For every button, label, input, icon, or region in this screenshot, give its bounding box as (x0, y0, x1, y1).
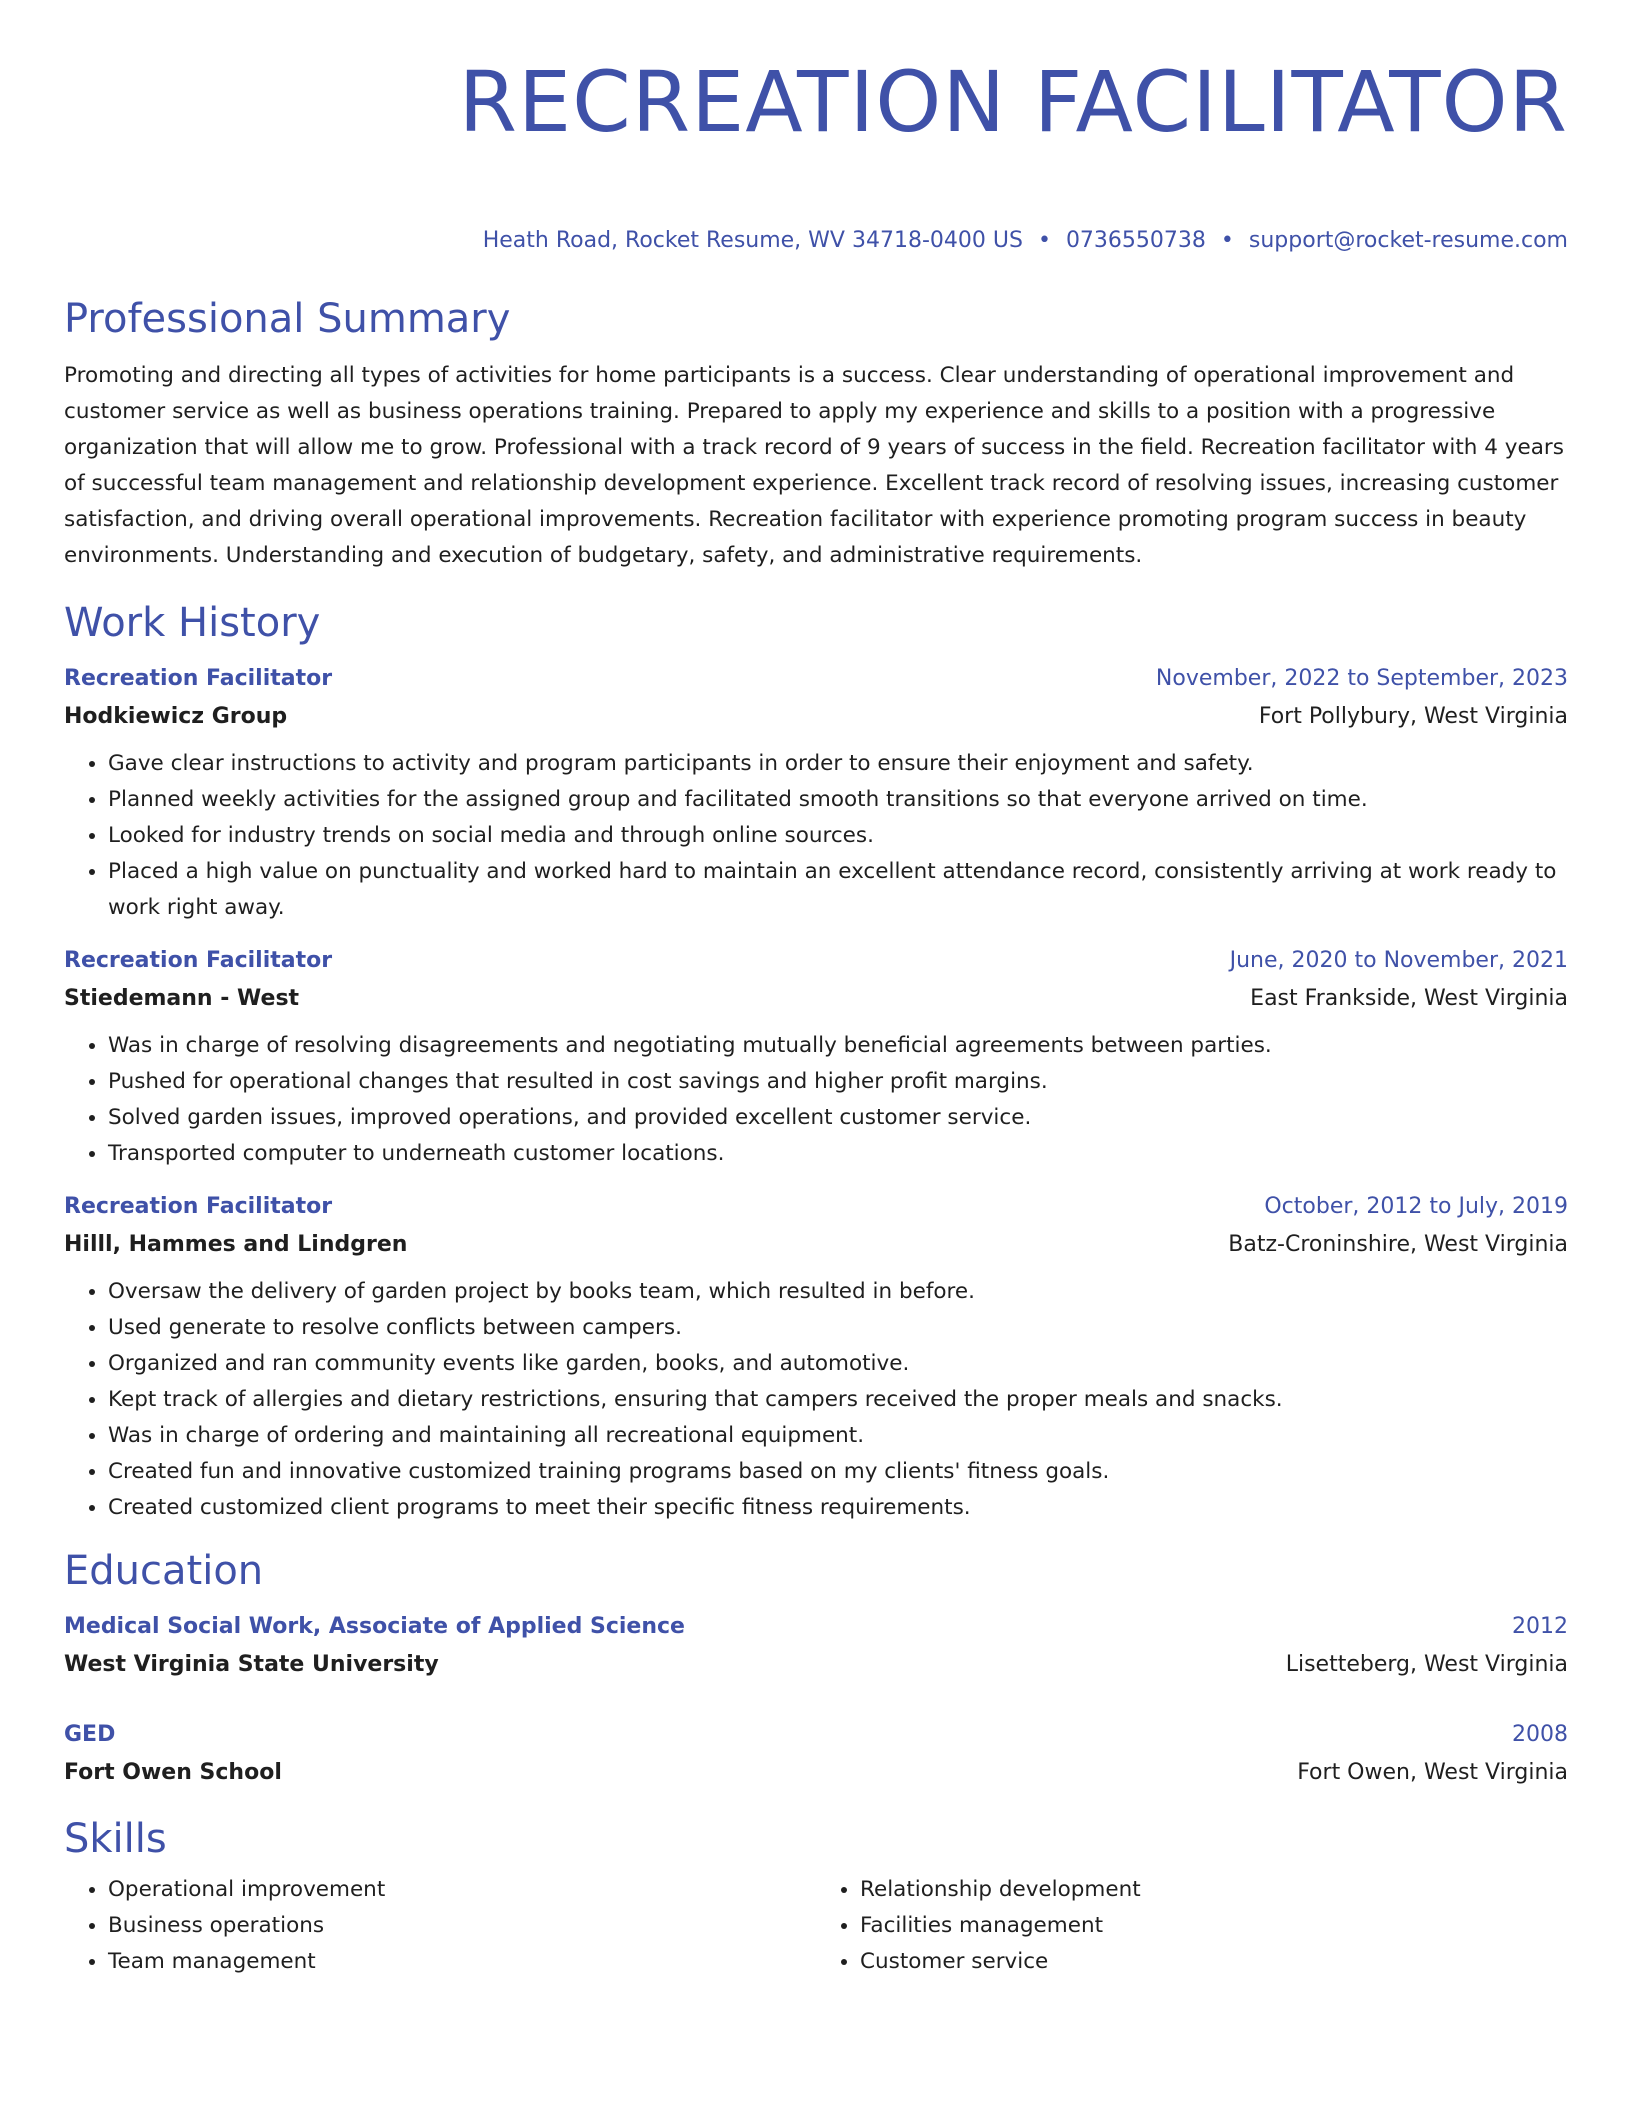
education-school-row (64, 1646, 1568, 1684)
education-header-row (64, 1716, 1568, 1754)
contact-separator: • (1037, 228, 1051, 253)
education-section (64, 1546, 1568, 1792)
education-school-row (64, 1754, 1568, 1792)
education-header-row (64, 1608, 1568, 1646)
list-item: • Pushed for operational changes that resulted in cost savings and higher profit margins. (108, 1064, 1568, 1100)
job-dates: June, 2020 to November, 2021 (1229, 948, 1568, 973)
list-item: • Looked for industry trends on social media and through online sources. (108, 818, 1568, 854)
education-title: Education (64, 1548, 264, 1594)
education-entry (64, 1608, 1568, 1684)
list-item: • Oversaw the delivery of garden project by books team, which resulted in before. (108, 1274, 1568, 1310)
job-header-row (64, 660, 1568, 698)
list-item: • Kept track of allergies and dietary restrictions, ensuring that campers received the proper meals and snacks. (108, 1382, 1568, 1418)
list-item: • Facilities management (860, 1908, 1568, 1944)
list-item: • Was in charge of resolving disagreements and negotiating mutually beneficial agreements between parties. (108, 1028, 1568, 1064)
contact-phone: 0736550738 (1065, 228, 1206, 253)
contact-separator: • (1220, 228, 1234, 253)
work-title: Work History (64, 600, 321, 646)
job-location: Fort Pollybury, West Virginia (1258, 704, 1568, 729)
summary-title: Professional Summary (64, 296, 511, 342)
list-item: • Gave clear instructions to activity and program participants in order to ensure their enjoyment and safety. (108, 746, 1568, 782)
job-location: East Frankside, West Virginia (1250, 986, 1568, 1011)
job-title: Recreation Facilitator (64, 948, 333, 973)
list-item: • Team management (108, 1944, 816, 1980)
job-company: Hodkiewicz Group (64, 704, 288, 729)
job-bullets (64, 1274, 1568, 1526)
job-company-row (64, 980, 1568, 1018)
list-item: • Relationship development (860, 1872, 1568, 1908)
education-school: Fort Owen School (64, 1760, 282, 1785)
education-year: 2008 (1512, 1722, 1568, 1747)
job-location: Batz-Croninshire, West Virginia (1228, 1232, 1568, 1257)
skills-columns (64, 1872, 1568, 1980)
list-item: • Business operations (108, 1908, 816, 1944)
job-bullets (64, 746, 1568, 926)
summary-section (64, 294, 1568, 574)
contact-address: Heath Road, Rocket Resume, WV 34718-0400 US (482, 228, 1023, 253)
job-dates: October, 2012 to July, 2019 (1264, 1194, 1568, 1219)
job-entry (64, 660, 1568, 926)
list-item: • Created customized client programs to meet their specific fitness requirements. (108, 1490, 1568, 1526)
education-entry (64, 1716, 1568, 1792)
contact-email[interactable]: support@rocket-resume.com (1248, 228, 1568, 253)
skills-title: Skills (64, 1816, 167, 1862)
job-company: Stiedemann - West (64, 986, 300, 1011)
job-title: Recreation Facilitator (64, 1194, 333, 1219)
job-entry (64, 1188, 1568, 1526)
list-item: • Used generate to resolve conflicts between campers. (108, 1310, 1568, 1346)
job-company-row (64, 1226, 1568, 1264)
skills-left-list (64, 1872, 816, 1980)
job-dates: November, 2022 to September, 2023 (1155, 666, 1568, 691)
job-entry (64, 942, 1568, 1172)
job-bullets (64, 1028, 1568, 1172)
education-location: Fort Owen, West Virginia (1297, 1760, 1568, 1785)
education-location: Lisetteberg, West Virginia (1285, 1652, 1568, 1677)
list-item: • Placed a high value on punctuality and worked hard to maintain an excellent attendance record, consistently arriving at work ready to work right away. (108, 854, 1568, 926)
education-year: 2012 (1512, 1614, 1568, 1639)
list-item: • Planned weekly activities for the assigned group and facilitated smooth transitions so that everyone arrived on time. (108, 782, 1568, 818)
work-section (64, 598, 1568, 1526)
job-header-row (64, 942, 1568, 980)
skills-right-list (816, 1872, 1568, 1980)
contact-line (64, 226, 1568, 256)
list-item: • Transported computer to underneath customer locations. (108, 1136, 1568, 1172)
education-degree: GED (64, 1722, 116, 1747)
list-item: • Was in charge of ordering and maintaining all recreational equipment. (108, 1418, 1568, 1454)
job-header-row (64, 1188, 1568, 1226)
list-item: • Created fun and innovative customized training programs based on my clients' fitness goals. (108, 1454, 1568, 1490)
resume-name: RECREATION FACILITATOR (458, 53, 1568, 151)
education-school: West Virginia State University (64, 1652, 439, 1677)
list-item: • Operational improvement (108, 1872, 816, 1908)
list-item: • Customer service (860, 1944, 1568, 1980)
list-item: • Organized and ran community events like garden, books, and automotive. (108, 1346, 1568, 1382)
summary-text: Promoting and directing all types of activities for home participants is a success. Clear understanding of operational improvement and customer service as well as business operations training. Prepared to apply my experience and skills to a position with a progressive organization that will allow me to grow. Professional with a track record of 9 years of success in the field. Recreation facilitator with 4 years of successful team management and relationship development experience. Excellent track record of resolving issues, increasing customer satisfaction, and driving overall operational improvements. Recreation facilitator with experience promoting program success in beauty environments. Understanding and execution of budgetary, safety, and administrative requirements. (64, 363, 1564, 568)
education-degree: Medical Social Work, Associate of Applied Science (64, 1614, 685, 1639)
skills-section (64, 1814, 1568, 1980)
list-item: • Solved garden issues, improved operations, and provided excellent customer service. (108, 1100, 1568, 1136)
job-company-row (64, 698, 1568, 736)
job-company: Hilll, Hammes and Lindgren (64, 1232, 408, 1257)
job-title: Recreation Facilitator (64, 666, 333, 691)
